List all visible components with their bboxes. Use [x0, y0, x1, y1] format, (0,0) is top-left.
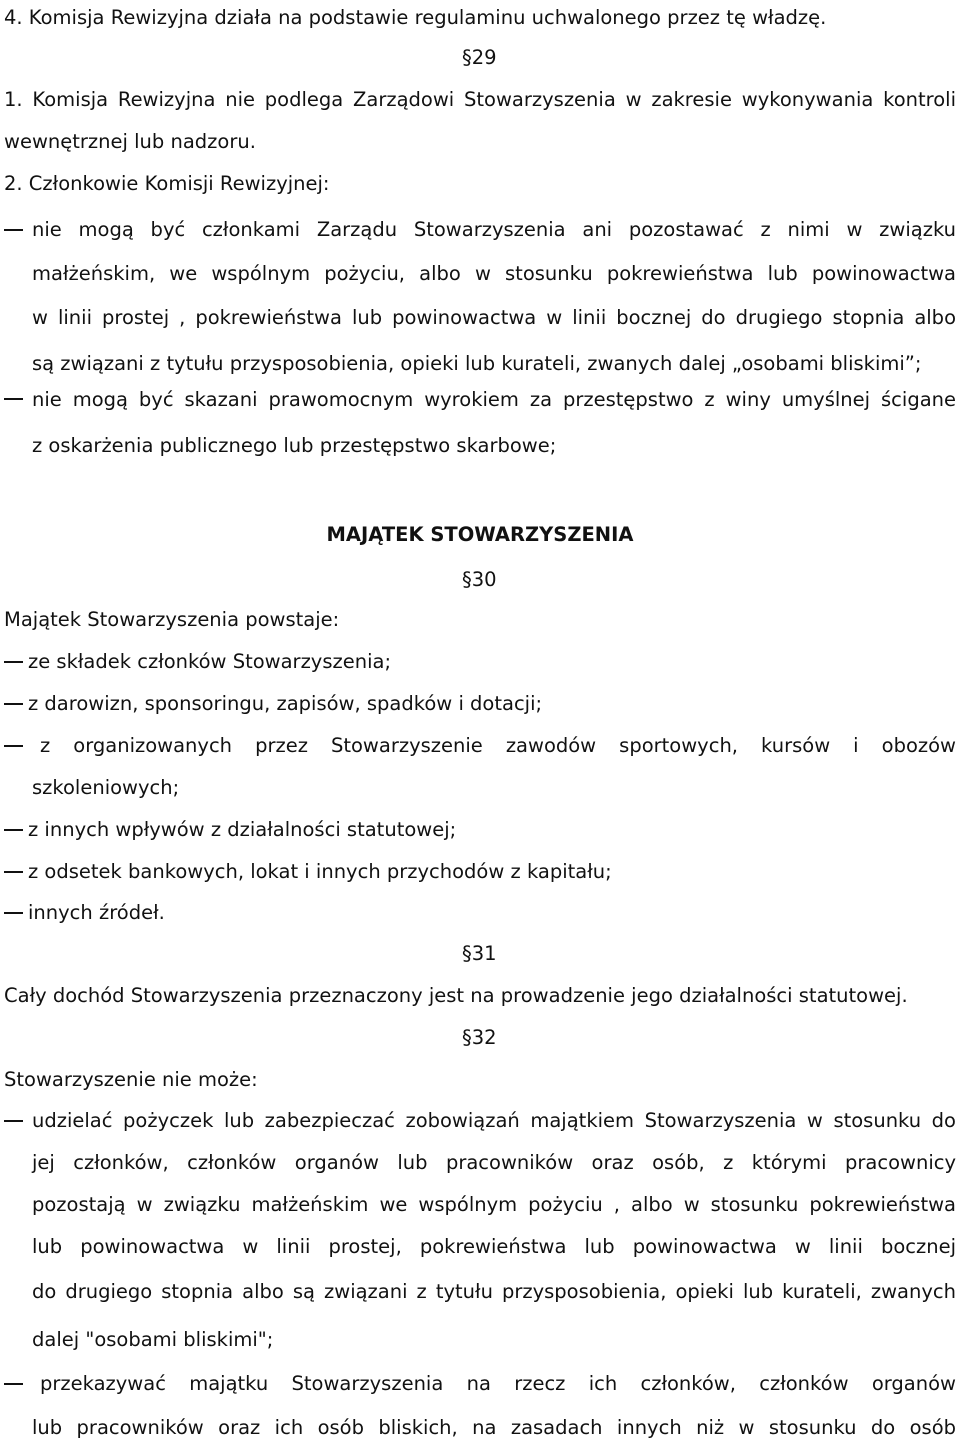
- section-number: §29: [462, 46, 497, 69]
- section-heading: MAJĄTEK STOWARZYSZENIA: [326, 523, 634, 546]
- paragraph-line: 4. Komisja Rewizyjna działa na podstawie regulaminu uchwalonego przez tę władzę.: [4, 6, 827, 29]
- paragraph-line: 2. Członkowie Komisji Rewizyjnej:: [4, 172, 330, 195]
- list-item-line: lub powinowactwa w linii prostej, pokrewieństwa lub powinowactwa w linii bocznej: [32, 1235, 956, 1258]
- paragraph-line: 1. Komisja Rewizyjna nie podlega Zarządowi Stowarzyszenia w zakresie wykonywania kontroli: [4, 88, 956, 111]
- list-item-line: innych źródeł.: [28, 901, 165, 924]
- list-dash: [4, 1120, 23, 1122]
- list-item-line: pozostają w związku małżeńskim we wspólnym pożyciu , albo w stosunku pokrewieństwa: [32, 1193, 956, 1216]
- list-item-line: z odsetek bankowych, lokat i innych przychodów z kapitału;: [28, 860, 612, 883]
- list-item-line: małżeńskim, we wspólnym pożyciu, albo w stosunku pokrewieństwa lub powinowactwa: [32, 262, 956, 285]
- list-dash: [4, 1383, 23, 1385]
- section-number: §32: [462, 1026, 497, 1049]
- list-dash: [4, 661, 23, 663]
- paragraph-line: Stowarzyszenie nie może:: [4, 1068, 258, 1091]
- paragraph-line: wewnętrznej lub nadzoru.: [4, 130, 256, 153]
- paragraph-line: Cały dochód Stowarzyszenia przeznaczony jest na prowadzenie jego działalności statutowej.: [4, 984, 908, 1007]
- list-item-line: szkoleniowych;: [32, 776, 180, 799]
- list-item-line: nie mogą być członkami Zarządu Stowarzyszenia ani pozostawać z nimi w związku: [32, 218, 956, 241]
- list-dash: [4, 871, 23, 873]
- list-dash: [4, 398, 23, 400]
- list-item-line: z innych wpływów z działalności statutowej;: [28, 818, 457, 841]
- list-item-line: udzielać pożyczek lub zabezpieczać zobowiązań majątkiem Stowarzyszenia w stosunku do: [32, 1109, 956, 1132]
- list-item-line: jej członków, członków organów lub pracowników oraz osób, z którymi pracownicy: [32, 1151, 956, 1174]
- list-item-line: dalej "osobami bliskimi";: [32, 1328, 274, 1351]
- list-item-line: w linii prostej , pokrewieństwa lub powinowactwa w linii bocznej do drugiego stopnia albo: [32, 306, 956, 329]
- list-dash: [4, 229, 23, 231]
- list-item-line: ze składek członków Stowarzyszenia;: [28, 650, 392, 673]
- list-dash: [4, 829, 23, 831]
- list-dash: [4, 745, 23, 747]
- list-item-line: z organizowanych przez Stowarzyszenie zawodów sportowych, kursów i obozów: [40, 734, 956, 757]
- list-item-line: z oskarżenia publicznego lub przestępstwo skarbowe;: [32, 434, 557, 457]
- list-item-line: lub pracowników oraz ich osób bliskich, na zasadach innych niż w stosunku do osób: [32, 1416, 956, 1439]
- section-number: §30: [462, 568, 497, 591]
- list-item-line: do drugiego stopnia albo są związani z tytułu przysposobienia, opieki lub kurateli, zwanych: [32, 1280, 956, 1303]
- list-item-line: z darowizn, sponsoringu, zapisów, spadków i dotacji;: [28, 692, 543, 715]
- list-item-line: przekazywać majątku Stowarzyszenia na rzecz ich członków, członków organów: [40, 1372, 956, 1395]
- list-dash: [4, 703, 23, 705]
- paragraph-line: Majątek Stowarzyszenia powstaje:: [4, 608, 340, 631]
- list-dash: [4, 912, 23, 914]
- list-item-line: nie mogą być skazani prawomocnym wyrokiem za przestępstwo z winy umyślnej ścigane: [32, 388, 956, 411]
- section-number: §31: [462, 942, 497, 965]
- list-item-line: są związani z tytułu przysposobienia, opieki lub kurateli, zwanych dalej „osobami bliskimi”;: [32, 352, 922, 375]
